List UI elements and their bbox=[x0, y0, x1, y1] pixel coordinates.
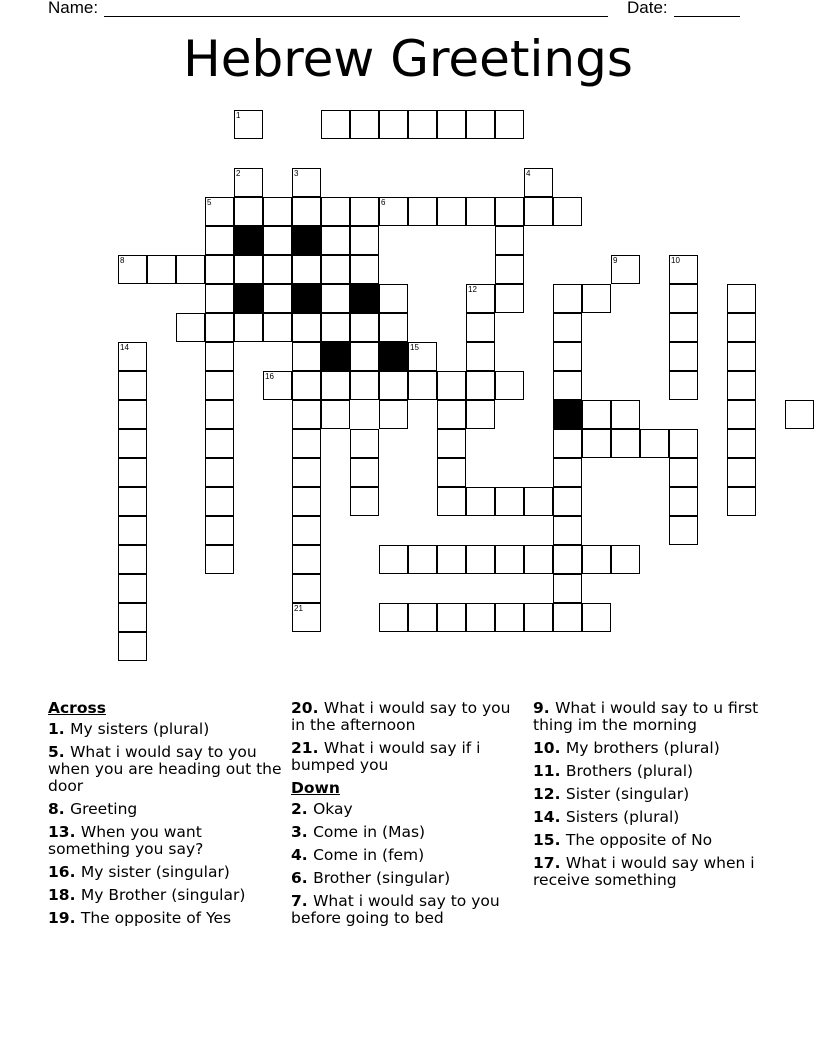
clue-12: 12. Sister (singular) bbox=[533, 785, 690, 803]
clue-16: 16. My sister (singular) bbox=[48, 863, 230, 881]
grid-cell[interactable] bbox=[205, 487, 234, 516]
clue-text: Brothers (plural) bbox=[565, 762, 694, 780]
grid-cell[interactable] bbox=[785, 400, 814, 429]
grid-cell[interactable] bbox=[118, 516, 147, 545]
clue-17: 17. What i would say when i receive something bbox=[533, 854, 755, 889]
grid-cell[interactable] bbox=[234, 197, 263, 226]
grid-cell[interactable] bbox=[379, 371, 408, 400]
grid-cell[interactable] bbox=[118, 545, 147, 574]
black-cell bbox=[234, 284, 263, 313]
grid-cell[interactable] bbox=[495, 226, 524, 255]
clue-number: 10 bbox=[671, 256, 680, 265]
clue-number: 18 bbox=[48, 886, 70, 904]
clue-text: The opposite of No bbox=[565, 831, 713, 849]
grid-cell[interactable] bbox=[321, 284, 350, 313]
grid-cell[interactable] bbox=[321, 371, 350, 400]
clue-number: 15 bbox=[410, 343, 419, 352]
grid-cell[interactable] bbox=[466, 371, 495, 400]
grid-cell[interactable] bbox=[292, 342, 321, 371]
clue-text: My sister (singular) bbox=[80, 863, 230, 881]
clue-text: My sisters (plural) bbox=[70, 720, 210, 738]
grid-cell[interactable] bbox=[553, 342, 582, 371]
clue-number: 15 bbox=[533, 831, 555, 849]
grid-cell[interactable] bbox=[553, 458, 582, 487]
clue-number: 6 bbox=[381, 198, 386, 207]
grid-cell[interactable] bbox=[321, 400, 350, 429]
grid-cell[interactable] bbox=[321, 226, 350, 255]
grid-cell[interactable] bbox=[292, 487, 321, 516]
clue-text: When you want something you say? bbox=[48, 823, 204, 858]
grid-cell[interactable] bbox=[234, 168, 263, 197]
grid-cell[interactable] bbox=[727, 458, 756, 487]
grid-cell[interactable] bbox=[640, 429, 669, 458]
down-heading: Down bbox=[291, 779, 340, 797]
grid-cell[interactable] bbox=[553, 516, 582, 545]
grid-cell[interactable] bbox=[321, 197, 350, 226]
clue-14: 14. Sisters (plural) bbox=[533, 808, 680, 826]
page-title: Hebrew Greetings bbox=[183, 30, 633, 88]
black-cell bbox=[379, 342, 408, 371]
clue-number: 2 bbox=[291, 800, 302, 818]
grid-cell[interactable] bbox=[727, 400, 756, 429]
clue-text: Sisters (plural) bbox=[565, 808, 680, 826]
grid-cell[interactable] bbox=[495, 545, 524, 574]
grid-cell[interactable] bbox=[118, 429, 147, 458]
grid-cell[interactable] bbox=[611, 545, 640, 574]
grid-cell[interactable] bbox=[466, 313, 495, 342]
grid-cell[interactable] bbox=[408, 371, 437, 400]
clue-text: My brothers (plural) bbox=[565, 739, 720, 757]
clue-text: What i would say to u first thing im the morning bbox=[533, 699, 759, 734]
clue-15: 15. The opposite of No bbox=[533, 831, 713, 849]
clue-number: 12 bbox=[533, 785, 555, 803]
grid-cell[interactable] bbox=[263, 371, 292, 400]
clue-number: 2 bbox=[236, 169, 241, 178]
clue-13: 13. When you want something you say? bbox=[48, 823, 204, 858]
grid-cell[interactable] bbox=[466, 197, 495, 226]
grid-cell[interactable] bbox=[321, 255, 350, 284]
grid-cell[interactable] bbox=[524, 197, 553, 226]
clue-number: 5 bbox=[207, 198, 212, 207]
grid-cell[interactable] bbox=[727, 487, 756, 516]
grid-cell[interactable] bbox=[205, 371, 234, 400]
grid-cell[interactable] bbox=[350, 110, 379, 139]
grid-cell[interactable] bbox=[292, 545, 321, 574]
grid-cell[interactable] bbox=[234, 255, 263, 284]
grid-cell[interactable] bbox=[292, 516, 321, 545]
grid-cell[interactable] bbox=[727, 371, 756, 400]
grid-cell[interactable] bbox=[263, 197, 292, 226]
grid-cell[interactable] bbox=[292, 197, 321, 226]
grid-cell[interactable] bbox=[495, 255, 524, 284]
black-cell bbox=[553, 400, 582, 429]
grid-cell[interactable] bbox=[292, 313, 321, 342]
grid-cell[interactable] bbox=[582, 400, 611, 429]
clue-number: 20 bbox=[291, 699, 313, 717]
clue-number: 13 bbox=[48, 823, 70, 841]
grid-cell[interactable] bbox=[669, 255, 698, 284]
grid-cell[interactable] bbox=[292, 400, 321, 429]
grid-cell[interactable] bbox=[379, 110, 408, 139]
black-cell bbox=[234, 226, 263, 255]
grid-cell[interactable] bbox=[437, 197, 466, 226]
grid-cell[interactable] bbox=[437, 371, 466, 400]
clue-text: What i would say to you in the afternoon bbox=[291, 699, 511, 734]
grid-cell[interactable] bbox=[379, 313, 408, 342]
grid-cell[interactable] bbox=[727, 342, 756, 371]
grid-cell[interactable] bbox=[437, 487, 466, 516]
grid-cell[interactable] bbox=[524, 168, 553, 197]
grid-cell[interactable] bbox=[437, 545, 466, 574]
grid-cell[interactable] bbox=[524, 603, 553, 632]
grid-cell[interactable] bbox=[611, 400, 640, 429]
grid-cell[interactable] bbox=[292, 168, 321, 197]
grid-cell[interactable] bbox=[118, 255, 147, 284]
grid-cell[interactable] bbox=[350, 487, 379, 516]
grid-cell[interactable] bbox=[350, 429, 379, 458]
clue-number: 9 bbox=[533, 699, 544, 717]
clue-11: 11. Brothers (plural) bbox=[533, 762, 694, 780]
clue-5: 5. What i would say to you when you are heading out the door bbox=[48, 743, 282, 795]
clues-column-3 bbox=[533, 700, 763, 895]
grid-cell[interactable] bbox=[466, 400, 495, 429]
grid-cell[interactable] bbox=[495, 487, 524, 516]
grid-cell[interactable] bbox=[466, 342, 495, 371]
black-cell bbox=[292, 284, 321, 313]
clue-text: Sister (singular) bbox=[565, 785, 690, 803]
grid-cell[interactable] bbox=[205, 255, 234, 284]
grid-cell[interactable] bbox=[292, 574, 321, 603]
grid-cell[interactable] bbox=[669, 313, 698, 342]
clue-18: 18. My Brother (singular) bbox=[48, 886, 246, 904]
clue-number: 9 bbox=[613, 256, 618, 265]
clue-number: 6 bbox=[291, 869, 302, 887]
grid-cell[interactable] bbox=[727, 313, 756, 342]
clue-number: 11 bbox=[533, 762, 555, 780]
clue-text: Okay bbox=[313, 800, 353, 818]
grid-cell[interactable] bbox=[582, 545, 611, 574]
grid-cell[interactable] bbox=[350, 458, 379, 487]
grid-cell[interactable] bbox=[118, 400, 147, 429]
clue-number: 16 bbox=[48, 863, 70, 881]
grid-cell[interactable] bbox=[727, 429, 756, 458]
grid-cell[interactable] bbox=[176, 255, 205, 284]
clue-text: Come in (fem) bbox=[313, 846, 425, 864]
clue-number: 3 bbox=[291, 823, 302, 841]
grid-cell[interactable] bbox=[205, 197, 234, 226]
grid-cell[interactable] bbox=[350, 371, 379, 400]
grid-cell[interactable] bbox=[350, 342, 379, 371]
grid-cell[interactable] bbox=[263, 226, 292, 255]
clue-3: 3. Come in (Mas) bbox=[291, 823, 426, 841]
grid-cell[interactable] bbox=[118, 632, 147, 661]
grid-cell[interactable] bbox=[437, 400, 466, 429]
clue-number: 14 bbox=[120, 343, 129, 352]
grid-cell[interactable] bbox=[350, 197, 379, 226]
grid-cell[interactable] bbox=[292, 429, 321, 458]
grid-cell[interactable] bbox=[553, 313, 582, 342]
clue-number: 12 bbox=[468, 285, 477, 294]
clue-7: 7. What i would say to you before going to bed bbox=[291, 892, 500, 927]
clue-21: 21. What i would say if i bumped you bbox=[291, 739, 481, 774]
clue-1: 1. My sisters (plural) bbox=[48, 720, 210, 738]
grid-cell[interactable] bbox=[379, 197, 408, 226]
grid-cell[interactable] bbox=[495, 284, 524, 313]
grid-cell[interactable] bbox=[292, 603, 321, 632]
clue-text: Greeting bbox=[70, 800, 138, 818]
grid-cell[interactable] bbox=[553, 603, 582, 632]
grid-cell[interactable] bbox=[553, 574, 582, 603]
grid-cell[interactable] bbox=[669, 284, 698, 313]
grid-cell[interactable] bbox=[466, 603, 495, 632]
grid-cell[interactable] bbox=[321, 110, 350, 139]
grid-cell[interactable] bbox=[408, 342, 437, 371]
grid-cell[interactable] bbox=[205, 226, 234, 255]
grid-cell[interactable] bbox=[205, 545, 234, 574]
grid-cell[interactable] bbox=[669, 342, 698, 371]
grid-cell[interactable] bbox=[379, 400, 408, 429]
grid-cell[interactable] bbox=[147, 255, 176, 284]
grid-cell[interactable] bbox=[263, 284, 292, 313]
clues-column-1 bbox=[48, 700, 284, 933]
clue-number: 1 bbox=[236, 111, 241, 120]
clue-number: 16 bbox=[265, 372, 274, 381]
black-cell bbox=[292, 226, 321, 255]
name-label: Name: bbox=[48, 0, 99, 17]
clue-9: 9. What i would say to u first thing im the morning bbox=[533, 699, 759, 734]
clue-number: 11 bbox=[352, 285, 361, 294]
clue-number: 17 bbox=[533, 854, 555, 872]
grid-cell[interactable] bbox=[495, 371, 524, 400]
grid-cell[interactable] bbox=[205, 313, 234, 342]
grid-cell[interactable] bbox=[437, 429, 466, 458]
grid-cell[interactable] bbox=[495, 603, 524, 632]
grid-cell[interactable] bbox=[669, 487, 698, 516]
grid-cell[interactable] bbox=[495, 110, 524, 139]
grid-cell[interactable] bbox=[292, 371, 321, 400]
clue-text: What i would say if i bumped you bbox=[291, 739, 481, 774]
grid-cell[interactable] bbox=[205, 458, 234, 487]
clue-number: 21 bbox=[291, 739, 313, 757]
grid-cell[interactable] bbox=[553, 197, 582, 226]
grid-cell[interactable] bbox=[524, 545, 553, 574]
grid-cell[interactable] bbox=[234, 110, 263, 139]
grid-cell[interactable] bbox=[118, 574, 147, 603]
grid-cell[interactable] bbox=[118, 371, 147, 400]
grid-cell[interactable] bbox=[350, 255, 379, 284]
grid-cell[interactable] bbox=[611, 429, 640, 458]
grid-cell[interactable] bbox=[669, 371, 698, 400]
grid-cell[interactable] bbox=[234, 313, 263, 342]
grid-cell[interactable] bbox=[118, 342, 147, 371]
grid-cell[interactable] bbox=[466, 487, 495, 516]
clue-text: The opposite of Yes bbox=[80, 909, 232, 927]
clue-number: 7 bbox=[291, 892, 302, 910]
clue-number: 8 bbox=[120, 256, 125, 265]
grid-cell[interactable] bbox=[437, 603, 466, 632]
grid-cell[interactable] bbox=[582, 429, 611, 458]
clue-6: 6. Brother (singular) bbox=[291, 869, 451, 887]
black-cell bbox=[321, 342, 350, 371]
grid-cell[interactable] bbox=[669, 516, 698, 545]
black-cell bbox=[350, 284, 379, 313]
grid-cell[interactable] bbox=[350, 226, 379, 255]
across-heading: Across bbox=[48, 699, 106, 717]
clue-number: 14 bbox=[533, 808, 555, 826]
grid-cell[interactable] bbox=[408, 545, 437, 574]
clue-number: 8 bbox=[48, 800, 59, 818]
grid-cell[interactable] bbox=[118, 603, 147, 632]
grid-cell[interactable] bbox=[321, 313, 350, 342]
grid-cell[interactable] bbox=[379, 545, 408, 574]
clue-20: 20. What i would say to you in the afternoon bbox=[291, 699, 511, 734]
grid-cell[interactable] bbox=[379, 284, 408, 313]
grid-cell[interactable] bbox=[437, 110, 466, 139]
grid-cell[interactable] bbox=[205, 429, 234, 458]
grid-cell[interactable] bbox=[553, 487, 582, 516]
grid-cell[interactable] bbox=[553, 284, 582, 313]
clue-8: 8. Greeting bbox=[48, 800, 138, 818]
grid-cell[interactable] bbox=[495, 197, 524, 226]
clue-10: 10. My brothers (plural) bbox=[533, 739, 720, 757]
grid-cell[interactable] bbox=[408, 603, 437, 632]
grid-cell[interactable] bbox=[408, 110, 437, 139]
clue-text: What i would say when i receive something bbox=[533, 854, 755, 889]
grid-cell[interactable] bbox=[524, 487, 553, 516]
clue-number: 3 bbox=[294, 169, 299, 178]
grid-cell[interactable] bbox=[118, 487, 147, 516]
clue-text: Come in (Mas) bbox=[313, 823, 426, 841]
clue-2: 2. Okay bbox=[291, 800, 353, 818]
clue-number: 21 bbox=[294, 604, 303, 613]
grid-cell[interactable] bbox=[408, 197, 437, 226]
grid-cell[interactable] bbox=[466, 284, 495, 313]
clue-number: 10 bbox=[533, 739, 555, 757]
grid-cell[interactable] bbox=[118, 458, 147, 487]
grid-cell[interactable] bbox=[263, 255, 292, 284]
grid-cell[interactable] bbox=[292, 255, 321, 284]
grid-cell[interactable] bbox=[727, 284, 756, 313]
grid-cell[interactable] bbox=[582, 603, 611, 632]
clue-text: Brother (singular) bbox=[313, 869, 451, 887]
grid-cell[interactable] bbox=[466, 110, 495, 139]
grid-cell[interactable] bbox=[176, 313, 205, 342]
grid-cell[interactable] bbox=[205, 342, 234, 371]
grid-cell[interactable] bbox=[205, 284, 234, 313]
clue-number: 4 bbox=[291, 846, 302, 864]
clue-number: 1 bbox=[48, 720, 59, 738]
clue-19: 19. The opposite of Yes bbox=[48, 909, 232, 927]
grid-cell[interactable] bbox=[669, 458, 698, 487]
grid-cell[interactable] bbox=[379, 603, 408, 632]
clue-text: What i would say to you when you are heading out the door bbox=[48, 743, 282, 795]
grid-cell[interactable] bbox=[437, 458, 466, 487]
grid-cell[interactable] bbox=[669, 429, 698, 458]
clues-column-2 bbox=[291, 700, 523, 933]
grid-cell[interactable] bbox=[263, 313, 292, 342]
grid-cell[interactable] bbox=[205, 400, 234, 429]
grid-cell[interactable] bbox=[553, 429, 582, 458]
date-label: Date: bbox=[627, 0, 668, 17]
grid-cell[interactable] bbox=[582, 284, 611, 313]
grid-cell[interactable] bbox=[611, 255, 640, 284]
clue-text: My Brother (singular) bbox=[80, 886, 246, 904]
clue-number: 4 bbox=[526, 169, 531, 178]
grid-cell[interactable] bbox=[466, 545, 495, 574]
grid-cell[interactable] bbox=[553, 371, 582, 400]
grid-cell[interactable] bbox=[553, 545, 582, 574]
clue-text: What i would say to you before going to bed bbox=[291, 892, 500, 927]
grid-cell[interactable] bbox=[205, 516, 234, 545]
grid-cell[interactable] bbox=[350, 313, 379, 342]
clue-number: 5 bbox=[48, 743, 59, 761]
clue-4: 4. Come in (fem) bbox=[291, 846, 425, 864]
clue-number: 19 bbox=[48, 909, 70, 927]
grid-cell[interactable] bbox=[292, 458, 321, 487]
